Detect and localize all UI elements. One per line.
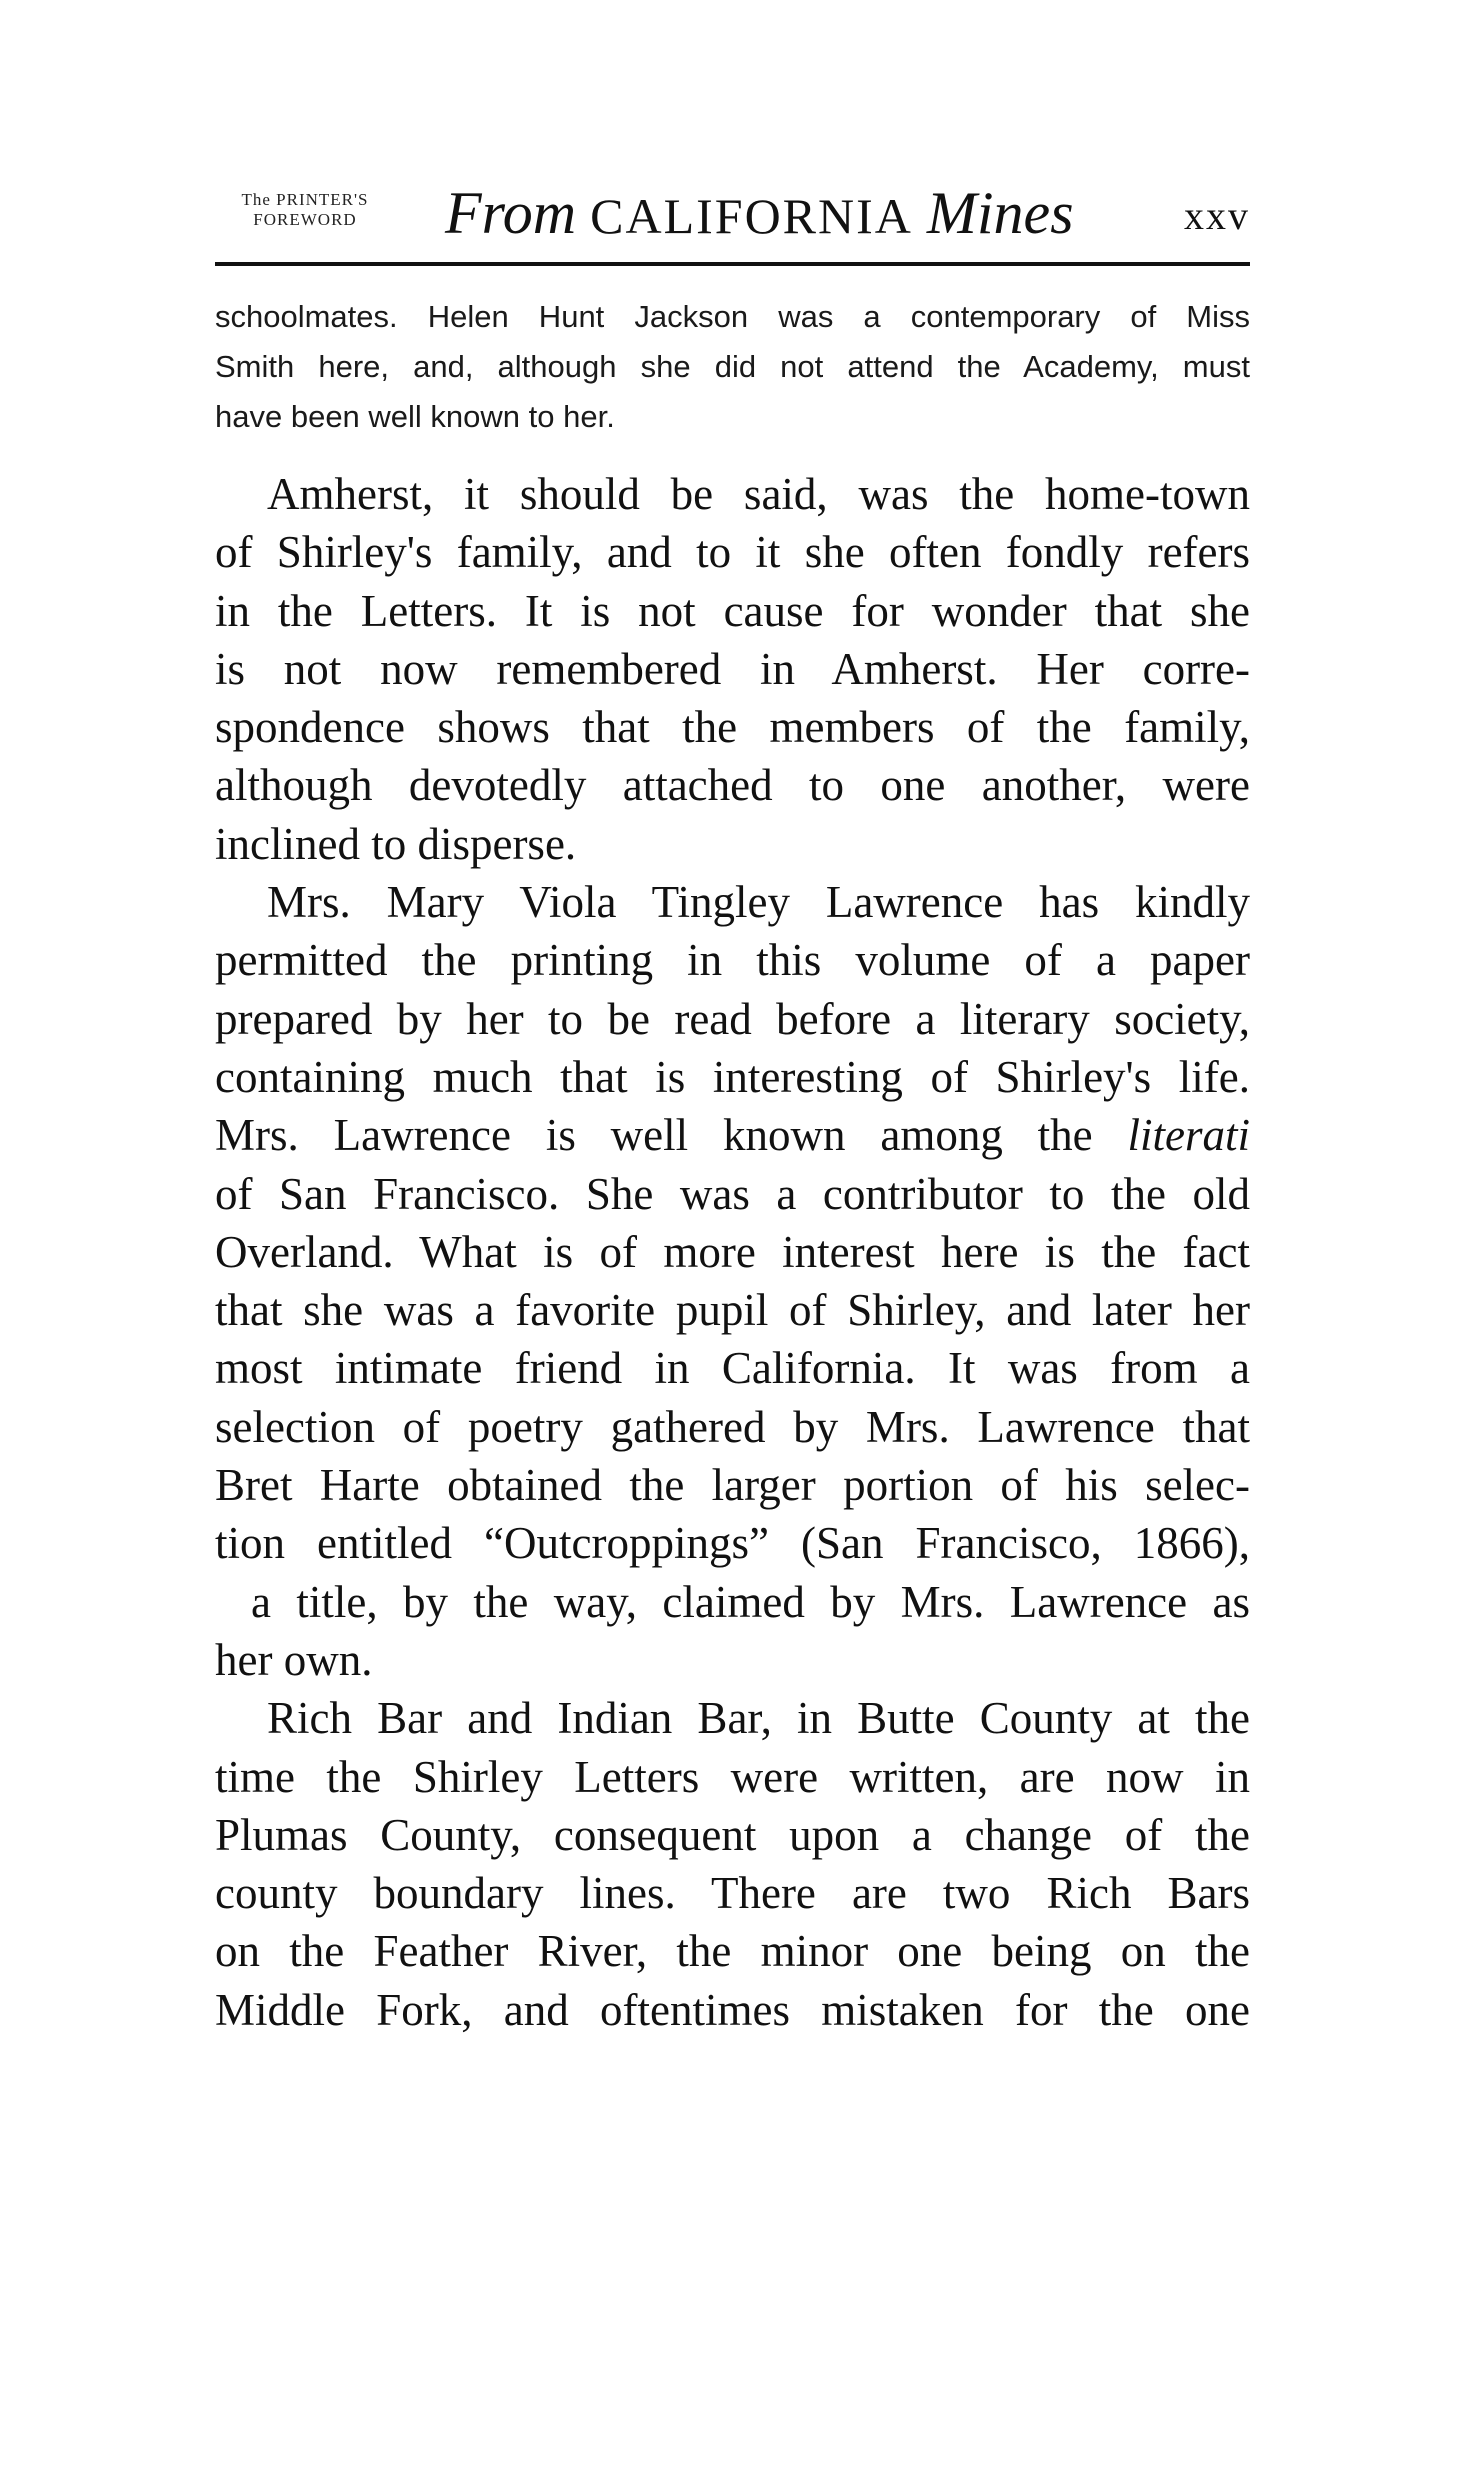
text-line: Overland. What is of more interest here is the fact (215, 1226, 1250, 1277)
text-line: time the Shirley Letters were written, are now in (215, 1751, 1250, 1802)
text-line: on the Feather River, the minor one being on the (215, 1926, 1250, 1977)
text-line: have been well known to her. (215, 399, 615, 434)
book-title-from: From (445, 180, 577, 246)
book-title (445, 178, 1074, 251)
text-line: is not now remembered in Amherst. Her corre- (215, 643, 1250, 694)
running-head (215, 170, 1250, 260)
text-line: of San Francisco. She was a contributor to the old (215, 1168, 1250, 1219)
header-rule (215, 262, 1250, 266)
text-line: prepared by her to be read before a literary society, (215, 993, 1250, 1044)
text-line: permitted the printing in this volume of a paper (215, 935, 1250, 986)
text-line: although devotedly attached to one another, were (215, 760, 1250, 811)
text-line: of Shirley's family, and to it she often fondly refers (215, 527, 1250, 578)
section-label (225, 190, 385, 230)
text-line: tion entitled “Outcroppings” (San Francisco, 1866), (215, 1518, 1250, 1569)
text-line: selection of poetry gathered by Mrs. Lawrence that (215, 1401, 1250, 1452)
book-title-mines: Mines (926, 180, 1074, 246)
text-line: Mrs. Mary Viola Tingley Lawrence has kindly (267, 877, 1250, 928)
text-line: Plumas County, consequent upon a change of the (215, 1809, 1250, 1860)
section-label-line1: The PRINTER'S (241, 190, 369, 209)
italic-literati: literati (1127, 1110, 1251, 1161)
text-line: Rich Bar and Indian Bar, in Butte County at the (267, 1693, 1250, 1744)
text-line: county boundary lines. There are two Rich Bars (215, 1868, 1250, 1919)
book-title-california: CALIFORNIA (590, 188, 913, 244)
text-line: schoolmates. Helen Hunt Jackson was a contemporary of Miss (215, 299, 1250, 334)
text-line: Middle Fork, and oftentimes mistaken for the one (215, 1984, 1250, 2035)
text-line: containing much that is interesting of Shirley's life. (215, 1051, 1250, 1102)
paragraph-lawrence (215, 873, 1250, 1689)
text-line: in the Letters. It is not cause for wonder that she (215, 585, 1250, 636)
text-line: Smith here, and, although she did not attend the Academy, must (215, 349, 1250, 384)
text-line: Bret Harte obtained the larger portion of his selec- (215, 1460, 1250, 1511)
page-number: xxv (1184, 193, 1250, 238)
text-line: inclined to disperse. (215, 818, 577, 869)
text-line-lead: Mrs. Lawrence is well known among the (215, 1110, 1093, 1161)
body-text (215, 465, 1250, 2039)
text-line: that she was a favorite pupil of Shirley, and later her (215, 1285, 1250, 1336)
text-line: Amherst, it should be said, was the home-town (267, 469, 1250, 519)
text-line: her own. (215, 1634, 373, 1685)
text-line: most intimate friend in California. It was from a (215, 1343, 1250, 1394)
paragraph-amherst (215, 465, 1250, 873)
continued-paragraph (215, 292, 1250, 442)
section-label-line2: FOREWORD (253, 210, 357, 229)
text-line: spondence shows that the members of the family, (215, 702, 1250, 753)
text-line-with-italic (215, 1106, 1250, 1164)
paragraph-rich-bar (215, 1689, 1250, 2039)
text-line: a title, by the way, claimed by Mrs. Lawrence as (251, 1576, 1250, 1627)
